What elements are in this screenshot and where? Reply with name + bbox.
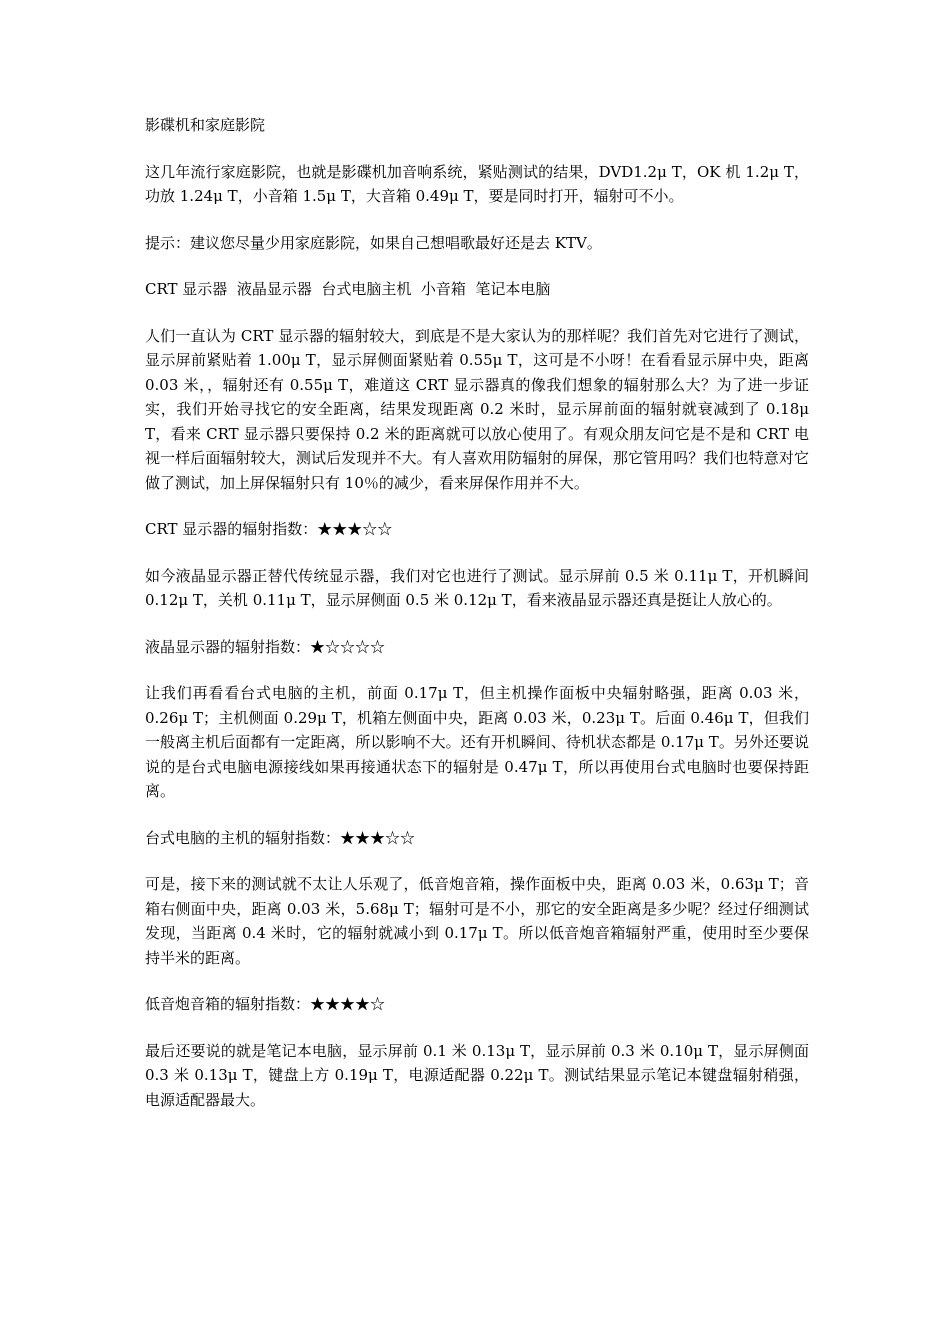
document-page	[145, 113, 809, 1134]
paragraph-tip: 提示：建议您尽量少用家庭影院，如果自己想唱歌最好还是去 KTV。	[145, 233, 602, 252]
paragraph-laptop: 最后还要说的就是笔记本电脑，显示屏前 0.1 米 0.13μ T，显示屏前 0.3 米 0.10μ T，显示屏侧面 0.3 米 0.13μ T，键盘上方 0.19μ T，电源适配器 0.22μ T。测试结果显示笔记本键盘辐射稍强，电源适配器最大。	[145, 1041, 809, 1109]
paragraph-lcd: 如今液晶显示器正替代传统显示器，我们对它也进行了测试。显示屏前 0.5 米 0.11μ T，开机瞬间 0.12μ T，关机 0.11μ T，显示屏侧面 0.5 米 0.12μ T，看来液晶显示器还真是挺让人放心的。	[145, 566, 809, 609]
paragraph-desktop: 让我们再看看台式电脑的主机，前面 0.17μ T，但主机操作面板中央辐射略强，距离 0.03 米，0.26μ T；主机侧面 0.29μ T，机箱左侧面中央，距离 0.03 米，0.23μ T。后面 0.46μ T，但我们一般离主机后面都有一定距离，所以影响不大。还有开机瞬间、待机状态都是 0.17μ T。另外还要说说的是台式电脑电源接线如果再接通状态下的辐射是 0.47μ T，所以再使用台式电脑时也要保持距离。	[145, 684, 809, 800]
paragraph-crt: 人们一直认为 CRT 显示器的辐射较大，到底是不是大家认为的那样呢？我们首先对它进行了测试，显示屏前紧贴着 1.00μ T，显示屏侧面紧贴着 0.55μ T，这可是不小呀！在看看显示屏中央，距离 0.03 米，，辐射还有 0.55μ T，难道这 CRT 显示器真的像我们想象的辐射那么大？为了进一步证实，我们开始寻找它的安全距离，结果发现距离 0.2 米时，显示屏前面的辐射就衰减到了 0.18μ T，看来 CRT 显示器只要保持 0.2 米的距离就可以放心使用了。有观众朋友问它是不是和 CRT 电视一样后面辐射较大，测试后发现并不大。有人喜欢用防辐射的屏保，那它管用吗？我们也特意对它做了测试，加上屏保辐射只有 10％的减少，看来屏保作用并不大。	[145, 326, 809, 492]
rating-crt: CRT 显示器的辐射指数：★★★☆☆	[145, 520, 393, 538]
rating-desktop: 台式电脑的主机的辐射指数：★★★☆☆	[145, 828, 416, 847]
rating-subwoofer: 低音炮音箱的辐射指数：★★★★☆	[145, 995, 386, 1013]
rating-lcd: 液晶显示器的辐射指数：★☆☆☆☆	[145, 637, 386, 656]
section-heading: 影碟机和家庭影院	[145, 116, 266, 134]
device-list: CRT 显示器 液晶显示器 台式电脑主机 小音箱 笔记本电脑	[145, 280, 551, 298]
paragraph-subwoofer: 可是，接下来的测试就不太让人乐观了，低音炮音箱，操作面板中央，距离 0.03 米，0.63μ T；音箱右侧面中央，距离 0.03 米，5.68μ T；辐射可是不小，那它的安全距离是多少呢？经过仔细测试发现，当距离 0.4 米时，它的辐射就减小到 0.17μ T。所以低音炮音箱辐射严重，使用时至少要保持半米的距离。	[145, 875, 809, 967]
paragraph-home-theater: 这几年流行家庭影院，也就是影碟机加音响系统，紧贴测试的结果，DVD1.2μ T，OK 机 1.2μ T，功放 1.24μ T，小音箱 1.5μ T，大音箱 0.49μ T，要是同时打开，辐射可不小。	[145, 162, 809, 205]
